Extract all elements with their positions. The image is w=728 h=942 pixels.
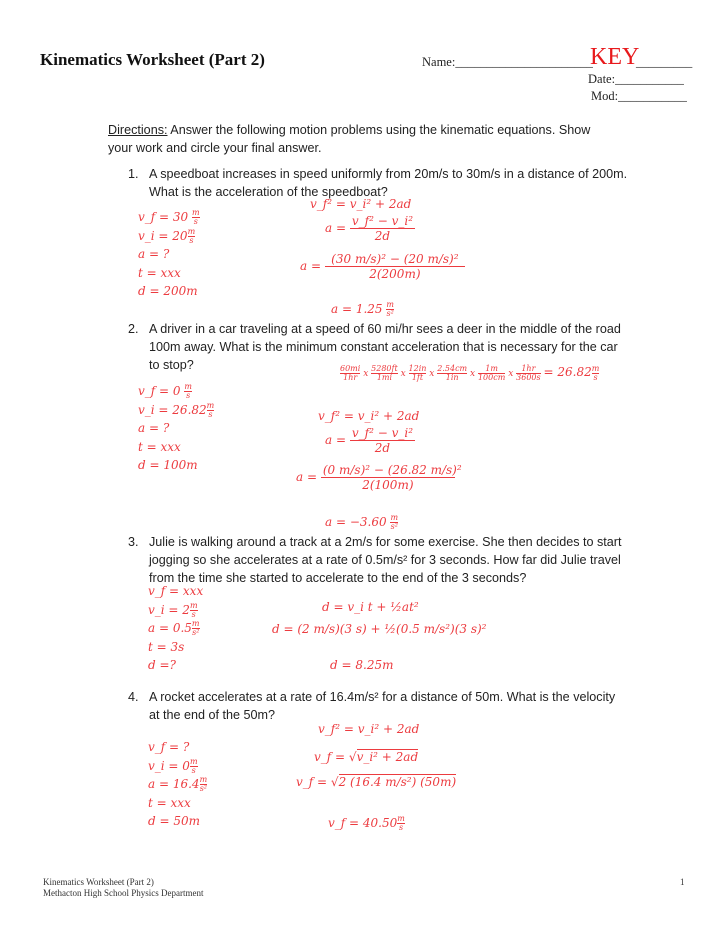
p3-answer: d = 8.25m [330,658,394,672]
p1-answer: a = 1.25 $\frac{m}{\text{s²}}$ [331,300,394,318]
p4-eq2: v_f = √v_i² + 2ad [314,750,419,764]
p3-eq1: d = v_i t + ½at² [322,600,419,614]
given-d: d = 200m [138,284,198,299]
worksheet-title: Kinematics Worksheet (Part 2) [40,50,265,69]
p1-eq2: a = $\frac{\text{v\_f² − v\_i²}}{2d}$ [325,214,414,243]
p3-eq2: d = (2 m/s)(3 s) + ½(0.5 m/s²)(3 s)² [272,622,487,636]
given-a: a = ? [138,247,170,262]
p2-eq1: v_f² = v_i² + 2ad [318,409,420,423]
name-field-label: Name:______________________ [422,55,593,69]
p2-answer: a = −3.60 $\frac{m}{\text{s²}}$ [325,513,399,531]
footer-title: Kinematics Worksheet (Part 2) [43,877,154,887]
problem-text: Julie is walking around a track at a 2m/s for some exercise. She then decides to start jogging so she accelerates at a rate of 0.5m/s² for 3 seconds. How far did Julie travel from the time she started to accelerate to the end of the 3 seconds? [149,535,622,585]
p2-eq3: a = $\frac{\text{(0 m/s)² − (26.82 m/s)²}}{2(100m)}$ [296,463,462,492]
problem-1-givens: v_f = 30 $\frac{m}{s}$ v_i = 20 $\frac{m}{s}$ a = ? t = xxx d = 200m [138,208,200,301]
date-field-label: Date:___________ [588,72,684,86]
footer-department: Methacton High School Physics Department [43,888,204,898]
p4-answer: v_f = 40.50 $\frac{m}{s}$ [328,814,405,832]
given-t: t = xxx [138,265,181,280]
problem-number: 3. [128,535,139,549]
directions [108,121,618,157]
page-number: 1 [680,877,685,887]
directions-text: Answer the following motion problems using the kinematic equations. Show your work and circle your final answer. [108,123,591,155]
p1-eq3: a = $\frac{\text{(30 m/s)² − (20 m/s)²}}{2(200m)}$ [300,252,465,281]
problem-4-givens: v_f = ? v_i = 0 $\frac{m}{s}$ a = 16.4 $\frac{m}{\text{s²}}$ t = xxx d = 50m [148,740,208,829]
footer [43,877,203,899]
problem-3 [0,533,728,587]
given-vi: v_i = 20 [138,228,188,243]
p1-eq1: v_f² = v_i² + 2ad [310,197,412,211]
problem-2-givens: v_f = 0 $\frac{m}{s}$ v_i = 26.82 $\frac{m}{s}$ a = ? t = xxx d = 100m [138,382,215,473]
given-vf: v_f = 30 [138,210,189,224]
p4-eq3: v_f = √2 (16.4 m/s²) (50m) [296,775,457,789]
problem-4 [0,688,728,724]
problem-3-givens: v_f = xxx v_i = 2 $\frac{m}{s}$ a = 0.5 $\frac{m}{\text{s²}}$ t = 3s d =? [148,584,204,673]
p4-eq1: v_f² = v_i² + 2ad [318,722,420,736]
problem-text: A speedboat increases in speed uniformly from 20m/s to 30m/s in a distance of 200m. What is the acceleration of the speedboat? [149,167,628,199]
p2-unit-conversion: $\frac{60mi}{1hr}$ x $\frac{5280ft}{1mi}$ x $\frac{12in}{1ft}$ x $\frac{2.54cm}{1in}$ x $\frac{1m}{100cm}$ x $\frac{1hr}{3600s}$ = 26.82 $\frac{m}{s}$ [340,364,600,382]
name-key-value: KEY [590,44,640,70]
problem-text: A rocket accelerates at a rate of 16.4m/s² for a distance of 50m. What is the velocity at the end of the 50m? [149,690,616,722]
mod-field-label: Mod:___________ [591,89,687,103]
problem-number: 2. [128,322,139,336]
problem-number: 1. [128,167,139,181]
problem-number: 4. [128,690,139,704]
name-field-trail: _________ [636,55,693,69]
problem-text: A driver in a car traveling at a speed of 60 mi/hr sees a deer in the middle of the road 100m away. What is the minimum constant acceleration that is necessary for the car to stop? [149,322,621,372]
problem-1 [0,165,728,201]
directions-label: Directions: [108,123,168,137]
p2-eq2: a = $\frac{\text{v\_f² − v\_i²}}{2d}$ [325,426,414,455]
